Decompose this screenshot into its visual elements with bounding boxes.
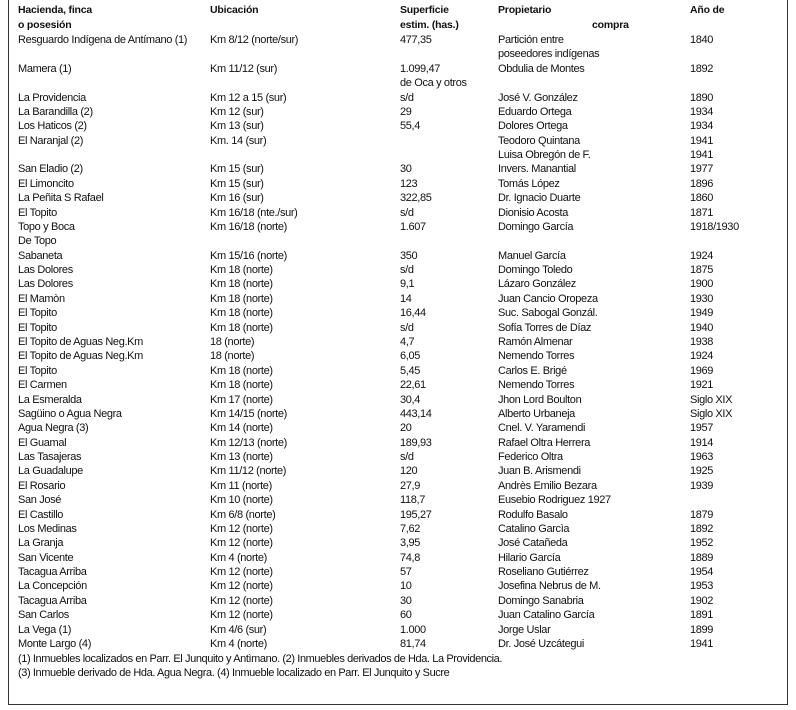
cell-ubicacion: Km 4/6 (sur) bbox=[210, 623, 267, 636]
cell-ano: 1892 bbox=[690, 522, 714, 535]
cell-superficie: 1.000 bbox=[400, 623, 426, 636]
cell-ubicacion: Km 4 (norte) bbox=[210, 637, 267, 650]
cell-ano: 1940 bbox=[690, 321, 714, 334]
table-row bbox=[0, 249, 796, 263]
cell-superficie: 27,9 bbox=[400, 479, 421, 492]
cell-superficie: 74,8 bbox=[400, 551, 421, 564]
cell-propietario: Dionisio Acosta bbox=[498, 206, 568, 219]
cell-ubicacion: Km 18 (norte) bbox=[210, 264, 273, 277]
cell-propietario: Domingo Sanabria bbox=[498, 594, 584, 607]
cell-ano: 1930 bbox=[690, 292, 714, 305]
cell-ano: 1892 bbox=[690, 62, 714, 75]
cell-hacienda: La Peñita S Rafael bbox=[18, 192, 104, 205]
table-row bbox=[0, 378, 796, 392]
table-row bbox=[0, 321, 796, 335]
table-row bbox=[0, 565, 796, 579]
table-row bbox=[0, 119, 796, 133]
cell-ano: 1924 bbox=[690, 249, 714, 262]
table-row bbox=[0, 522, 796, 536]
cell-ubicacion: Km. 14 (sur) bbox=[210, 134, 267, 147]
cell-ubicacion: Km 16/18 (nte./sur) bbox=[210, 206, 298, 219]
cell-superficie: s/d bbox=[400, 206, 414, 219]
cell-ano: 1921 bbox=[690, 379, 714, 392]
cell-superficie: 30 bbox=[400, 163, 412, 176]
cell-ubicacion: Km 12/13 (norte) bbox=[210, 436, 287, 449]
table-row bbox=[0, 508, 796, 522]
table-row bbox=[0, 33, 796, 47]
cell-hacienda: El Topito bbox=[18, 321, 57, 334]
table-row bbox=[0, 191, 796, 205]
cell-propietario: Alberto Urbaneja bbox=[498, 407, 575, 420]
table-row bbox=[0, 177, 796, 191]
table-row bbox=[0, 393, 796, 407]
cell-superficie: 60 bbox=[400, 609, 412, 622]
cell-hacienda: Resguardo Indígena de Antímano (1) bbox=[18, 34, 188, 46]
cell-propietario: Josefina Nebrus de M. bbox=[498, 580, 601, 593]
header-compra: compra bbox=[592, 19, 629, 31]
cell-ubicacion: Km 12 (sur) bbox=[210, 105, 264, 118]
table-row bbox=[0, 479, 796, 493]
cell-propietario: Domingo García bbox=[498, 220, 574, 233]
table-row bbox=[0, 220, 796, 234]
cell-propietario: Carlos E. Brigé bbox=[498, 364, 567, 377]
cell-hacienda: Mamera (1) bbox=[18, 62, 72, 75]
cell-ubicacion: Km 18 (norte) bbox=[210, 278, 273, 291]
cell-propietario: Jorge Uslar bbox=[498, 623, 551, 636]
table-row bbox=[0, 536, 796, 550]
table-row bbox=[0, 76, 796, 90]
cell-hacienda: El Topito bbox=[18, 364, 57, 377]
cell-propietario: Rafael Oltra Herrera bbox=[498, 436, 591, 449]
cell-propietario: Nemendo Torres bbox=[498, 379, 575, 392]
cell-hacienda: La Esmeralda bbox=[18, 393, 82, 406]
cell-hacienda: El Topito bbox=[18, 206, 57, 219]
table-row bbox=[0, 450, 796, 464]
cell-hacienda: Las Dolores bbox=[18, 264, 73, 277]
cell-superficie: 5,45 bbox=[400, 364, 421, 377]
cell-ano: 1899 bbox=[690, 623, 714, 636]
cell-hacienda: El Rosario bbox=[18, 479, 66, 492]
table-row bbox=[0, 349, 796, 363]
cell-ano: 1925 bbox=[690, 465, 714, 478]
header-hacienda: Hacienda, finca bbox=[18, 4, 93, 16]
table-row bbox=[0, 493, 796, 507]
cell-ano: 1941 bbox=[690, 134, 714, 147]
cell-hacienda: El Topito de Aguas Neg.Km bbox=[18, 335, 143, 348]
cell-propietario: Dr. José Uzcátegui bbox=[498, 637, 585, 650]
cell-ano: 1924 bbox=[690, 350, 714, 363]
header-row-2 bbox=[0, 18, 796, 32]
footnote-1: (1) Inmuebles localizados en Parr. El Junquito y Antìmano. (2) Inmuebles derivados de Hda. La Providencia. bbox=[18, 653, 503, 665]
cell-propietario: Teodoro Quintana bbox=[498, 134, 580, 147]
table-row bbox=[0, 162, 796, 176]
table-row bbox=[0, 421, 796, 435]
cell-ano: 1875 bbox=[690, 264, 714, 277]
cell-ubicacion: Km 12 (norte) bbox=[210, 537, 273, 550]
cell-propietario: Andrès Emilio Bezara bbox=[498, 479, 597, 492]
cell-ano: 1957 bbox=[690, 422, 714, 435]
cell-ubicacion: Km 12 a 15 (sur) bbox=[210, 91, 287, 104]
cell-ano: 1949 bbox=[690, 307, 714, 320]
cell-superficie: s/d bbox=[400, 264, 414, 277]
cell-ano: 1954 bbox=[690, 566, 714, 579]
cell-propietario: Eusebio Rodriguez 1927 bbox=[498, 494, 611, 507]
header-superficie: Superficie bbox=[400, 4, 449, 16]
table-row bbox=[0, 623, 796, 637]
cell-superficie: 57 bbox=[400, 566, 412, 579]
cell-superficie: 55,4 bbox=[400, 120, 421, 133]
cell-ubicacion: Km 18 (norte) bbox=[210, 379, 273, 392]
cell-propietario: Luisa Obregón de F. bbox=[498, 149, 591, 162]
cell-ubicacion: Km 18 (norte) bbox=[210, 292, 273, 305]
cell-propietario: Ramón Almenar bbox=[498, 335, 573, 348]
cell-hacienda: El Topito de Aguas Neg.Km bbox=[18, 350, 143, 363]
cell-propietario: Jhon Lord Boulton bbox=[498, 393, 582, 406]
cell-propietario: Suc. Sabogal Gonzál. bbox=[498, 307, 598, 320]
cell-hacienda: La Guadalupe bbox=[18, 465, 83, 478]
cell-ubicacion: Km 16 (sur) bbox=[210, 192, 264, 205]
cell-hacienda: Los Medinas bbox=[18, 522, 77, 535]
footnote-2: (3) Inmueble derivado de Hda. Agua Negra. (4) Inmueble localizado en Parr. El Junquito y Sucre bbox=[18, 667, 450, 679]
table-row bbox=[0, 464, 796, 478]
cell-superficie: 81,74 bbox=[400, 637, 426, 650]
table-row bbox=[0, 263, 796, 277]
cell-hacienda: El Castillo bbox=[18, 508, 64, 521]
cell-ubicacion: Km 18 (norte) bbox=[210, 307, 273, 320]
cell-propietario: Manuel García bbox=[498, 249, 566, 262]
table-row bbox=[0, 364, 796, 378]
cell-ubicacion: Km 11 (norte) bbox=[210, 479, 272, 492]
cell-ubicacion: Km 13 (sur) bbox=[210, 120, 264, 133]
table-row bbox=[0, 594, 796, 608]
cell-ano: 1900 bbox=[690, 278, 714, 291]
table-row bbox=[0, 407, 796, 421]
cell-propietario: Dr. Ignacio Duarte bbox=[498, 192, 581, 205]
header-propietario: Propietario bbox=[498, 4, 552, 16]
cell-ubicacion: Km 18 (norte) bbox=[210, 321, 273, 334]
cell-ubicacion: Km 12 (norte) bbox=[210, 580, 273, 593]
cell-hacienda: De Topo bbox=[18, 235, 57, 248]
cell-superficie: 29 bbox=[400, 105, 412, 118]
cell-ubicacion: Km 14/15 (norte) bbox=[210, 407, 287, 420]
cell-superficie: 350 bbox=[400, 249, 418, 262]
header-row-1 bbox=[0, 3, 796, 17]
cell-ubicacion: Km 17 (norte) bbox=[210, 393, 273, 406]
cell-superficie: 1.607 bbox=[400, 220, 426, 233]
cell-ano: Siglo XIX bbox=[690, 393, 733, 406]
cell-hacienda: Las Tasajeras bbox=[18, 451, 82, 464]
table-row bbox=[0, 62, 796, 76]
cell-hacienda: Sabaneta bbox=[18, 249, 63, 262]
cell-ano: 1860 bbox=[690, 192, 714, 205]
table-row bbox=[0, 148, 796, 162]
table-row bbox=[0, 292, 796, 306]
cell-ano: 1969 bbox=[690, 364, 714, 377]
cell-superficie: 123 bbox=[400, 177, 418, 190]
cell-propietario: Sofía Torres de Díaz bbox=[498, 321, 592, 334]
cell-hacienda: La Concepción bbox=[18, 580, 87, 593]
cell-ano: 1902 bbox=[690, 594, 714, 607]
cell-propietario: Invers. Manantial bbox=[498, 163, 576, 176]
cell-ano: 1934 bbox=[690, 120, 714, 133]
cell-hacienda: Tacagua Arriba bbox=[18, 594, 87, 607]
cell-hacienda: San Carlos bbox=[18, 609, 69, 622]
cell-superficie: s/d bbox=[400, 451, 414, 464]
header-posesion: o posesión bbox=[18, 19, 72, 31]
table-row bbox=[0, 551, 796, 565]
cell-superficie: 30,4 bbox=[400, 393, 421, 406]
cell-ubicacion: Km 16/18 (norte) bbox=[210, 220, 287, 233]
cell-ubicacion: Km 12 (norte) bbox=[210, 594, 273, 607]
cell-hacienda: Tacagua Arriba bbox=[18, 566, 87, 579]
cell-hacienda: Topo y Boca bbox=[18, 220, 75, 233]
cell-ubicacion: Km 15 (sur) bbox=[210, 163, 264, 176]
cell-superficie: 22,61 bbox=[400, 379, 426, 392]
table-row bbox=[0, 608, 796, 622]
cell-ubicacion: Km 11/12 (sur) bbox=[210, 62, 278, 75]
cell-hacienda: El Carmen bbox=[18, 379, 67, 392]
cell-superficie: 1.099,47 bbox=[400, 62, 441, 75]
cell-superficie: 16,44 bbox=[400, 307, 426, 320]
cell-ano: 1918/1930 bbox=[690, 220, 739, 233]
table-row bbox=[0, 134, 796, 148]
cell-ano: 1977 bbox=[690, 163, 714, 176]
cell-ano: 1939 bbox=[690, 479, 714, 492]
cell-ano: 1938 bbox=[690, 335, 714, 348]
cell-ubicacion: 18 (norte) bbox=[210, 350, 255, 363]
table-row bbox=[0, 335, 796, 349]
cell-propietario: José V. González bbox=[498, 91, 578, 104]
cell-superficie: 6,05 bbox=[400, 350, 421, 363]
cell-ubicacion: Km 15/16 (norte) bbox=[210, 249, 287, 262]
cell-propietario: Domingo Toledo bbox=[498, 264, 573, 277]
cell-hacienda: Agua Negra (3) bbox=[18, 422, 89, 435]
cell-ano: 1896 bbox=[690, 177, 714, 190]
cell-propietario: Federico Oltra bbox=[498, 451, 563, 464]
cell-propietario: Rodulfo Basalo bbox=[498, 508, 568, 521]
cell-hacienda: San Eladio (2) bbox=[18, 163, 83, 176]
cell-ubicacion: Km 18 (norte) bbox=[210, 364, 273, 377]
cell-propietario: Juan Catalino García bbox=[498, 609, 595, 622]
cell-superficie: 195,27 bbox=[400, 508, 432, 521]
cell-propietario: Partición entre bbox=[498, 34, 564, 46]
cell-propietario: Catalino Garcìa bbox=[498, 522, 570, 535]
cell-superficie: 9,1 bbox=[400, 278, 415, 291]
table-row bbox=[0, 277, 796, 291]
cell-hacienda: El Limoncito bbox=[18, 177, 74, 190]
cell-ubicacion: Km 12 (norte) bbox=[210, 609, 273, 622]
cell-ano: 1952 bbox=[690, 537, 714, 550]
cell-hacienda: Sagüino o Agua Negra bbox=[18, 407, 122, 420]
cell-superficie: 120 bbox=[400, 465, 418, 478]
cell-superficie: 189,93 bbox=[400, 436, 432, 449]
cell-ano: 1941 bbox=[690, 149, 714, 162]
cell-ano: 1934 bbox=[690, 105, 714, 118]
table-row bbox=[0, 306, 796, 320]
cell-propietario: Dolores Ortega bbox=[498, 120, 568, 133]
cell-superficie: 4,7 bbox=[400, 335, 415, 348]
cell-superficie: 3,95 bbox=[400, 537, 421, 550]
cell-ubicacion: Km 12 (norte) bbox=[210, 522, 273, 535]
cell-hacienda: San José bbox=[18, 494, 62, 507]
cell-propietario: Roseliano Gutiérrez bbox=[498, 566, 589, 579]
cell-hacienda: Monte Largo (4) bbox=[18, 637, 92, 650]
cell-propietario: Tomás López bbox=[498, 177, 560, 190]
cell-hacienda: El Mamòn bbox=[18, 292, 65, 305]
table-row bbox=[0, 234, 796, 248]
cell-ano: 1953 bbox=[690, 580, 714, 593]
cell-superficie: 30 bbox=[400, 594, 412, 607]
cell-superficie: 443,14 bbox=[400, 407, 432, 420]
header-ubicacion: Ubicación bbox=[210, 4, 259, 16]
table-row bbox=[0, 206, 796, 220]
cell-ano: 1963 bbox=[690, 451, 714, 464]
cell-ano: 1941 bbox=[690, 637, 714, 650]
cell-hacienda: El Topito bbox=[18, 307, 57, 320]
cell-ano: 1891 bbox=[690, 609, 714, 622]
cell-propietario: Juan Cancio Oropeza bbox=[498, 292, 598, 305]
cell-hacienda: La Granja bbox=[18, 537, 64, 550]
cell-ubicacion: Km 14 (norte) bbox=[210, 422, 273, 435]
cell-propietario: Juan B. Arismendi bbox=[498, 465, 581, 478]
cell-hacienda: Las Dolores bbox=[18, 278, 73, 291]
cell-superficie: 477,35 bbox=[400, 34, 432, 46]
cell-superficie: 20 bbox=[400, 422, 412, 435]
cell-propietario: Lázaro González bbox=[498, 278, 576, 291]
cell-hacienda: San Vicente bbox=[18, 551, 74, 564]
cell-ano: 1871 bbox=[690, 206, 714, 219]
cell-superficie: 14 bbox=[400, 292, 412, 305]
cell-propietario: Obdulia de Montes bbox=[498, 62, 585, 75]
cell-propietario: Eduardo Ortega bbox=[498, 105, 572, 118]
cell-superficie: 322,85 bbox=[400, 192, 432, 205]
cell-propietario: Hilario García bbox=[498, 551, 561, 564]
cell-propietario: José Catañeda bbox=[498, 537, 568, 550]
cell-ubicacion: Km 11/12 (norte) bbox=[210, 465, 287, 478]
header-estim: estim. (has.) bbox=[400, 19, 459, 31]
cell-ano: 1879 bbox=[690, 508, 714, 521]
cell-propietario: Nemendo Torres bbox=[498, 350, 575, 363]
header-ano: Año de bbox=[690, 4, 725, 16]
cell-hacienda: La Vega (1) bbox=[18, 623, 72, 636]
cell-hacienda: Los Haticos (2) bbox=[18, 120, 87, 133]
cell-superficie: 118,7 bbox=[400, 494, 425, 507]
cell-ubicacion: Km 15 (sur) bbox=[210, 177, 264, 190]
cell-hacienda: La Providencia bbox=[18, 91, 86, 104]
cell-superficie: s/d bbox=[400, 321, 414, 334]
cell-superficie: 7,62 bbox=[400, 522, 421, 535]
cell-ano: 1840 bbox=[690, 34, 714, 46]
table-row bbox=[0, 91, 796, 105]
table-row bbox=[0, 579, 796, 593]
cell-ano: Siglo XIX bbox=[690, 407, 733, 420]
cell-ano: 1914 bbox=[690, 436, 714, 449]
cell-ubicacion: Km 12 (norte) bbox=[210, 566, 273, 579]
cell-ubicacion: Km 13 (norte) bbox=[210, 451, 273, 464]
cell-ano: 1890 bbox=[690, 91, 714, 104]
cell-ubicacion: Km 8/12 (norte/sur) bbox=[210, 34, 299, 46]
cell-superficie: s/d bbox=[400, 91, 414, 104]
table-row bbox=[0, 47, 796, 61]
table-row bbox=[0, 637, 796, 651]
cell-superficie: de Oca y otros bbox=[400, 77, 467, 90]
cell-hacienda: El Naranjal (2) bbox=[18, 134, 84, 147]
cell-hacienda: El Guamal bbox=[18, 436, 67, 449]
cell-ubicacion: 18 (norte) bbox=[210, 335, 255, 348]
cell-ano: 1889 bbox=[690, 551, 714, 564]
cell-propietario: Cnel. V. Yaramendi bbox=[498, 422, 586, 435]
cell-ubicacion: Km 10 (norte) bbox=[210, 494, 273, 507]
table-row bbox=[0, 436, 796, 450]
table-row bbox=[0, 105, 796, 119]
cell-ubicacion: Km 4 (norte) bbox=[210, 551, 267, 564]
cell-propietario: poseedores indígenas bbox=[498, 48, 600, 61]
cell-superficie: 10 bbox=[400, 580, 412, 593]
cell-hacienda: La Barandilla (2) bbox=[18, 105, 93, 118]
cell-ubicacion: Km 6/8 (norte) bbox=[210, 508, 276, 521]
